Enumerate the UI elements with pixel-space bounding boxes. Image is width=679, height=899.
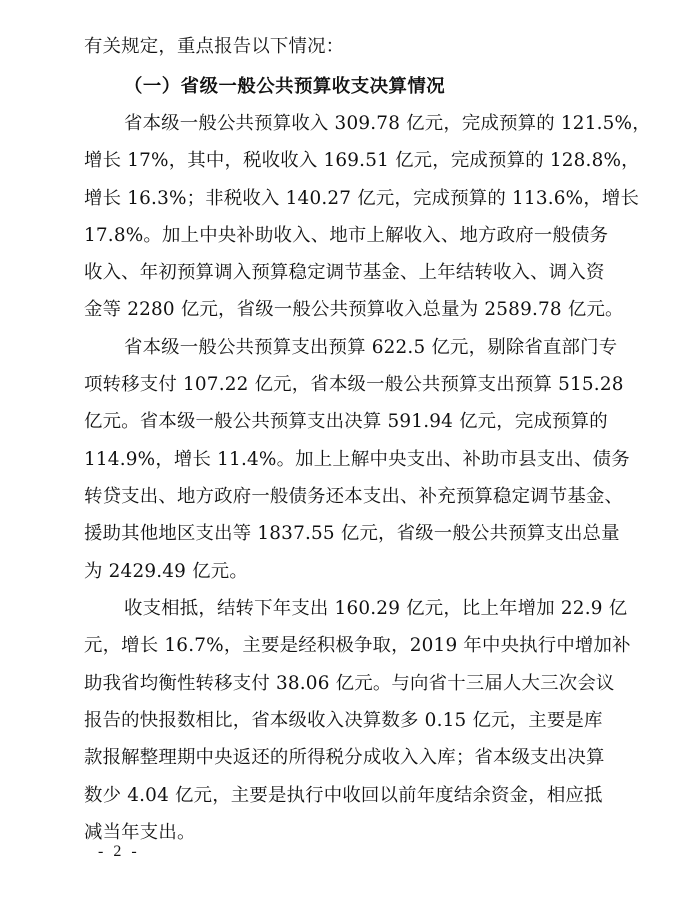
text-line: 增长 17%，其中，税收收入 169.51 亿元，完成预算的 128.8%， xyxy=(84,150,640,171)
text-line: 减当年支出。 xyxy=(84,822,196,843)
text-line: 援助其他地区支出等 1837.55 亿元，省级一般公共预算支出总量 xyxy=(84,523,620,544)
text-line: 17.8%。加上中央补助收入、地市上解收入、地方政府一般债务 xyxy=(84,225,609,246)
text-line: 收入、年初预算调入预算稳定调节基金、上年结转收入、调入资 xyxy=(84,262,605,283)
text-line: 助我省均衡性转移支付 38.06 亿元。与向省十三届人大三次会议 xyxy=(84,673,615,694)
text-line: 转贷支出、地方政府一般债务还本支出、补充预算稳定调节基金、 xyxy=(84,486,624,507)
text-line: 款报解整理期中央返还的所得税分成收入入库；省本级支出决算 xyxy=(84,747,605,768)
text-line: 数少 4.04 亿元，主要是执行中收回以前年度结余资金，相应抵 xyxy=(84,785,603,806)
text-line: 报告的快报数相比，省本级收入决算数多 0.15 亿元，主要是库 xyxy=(84,710,603,731)
text-line: 为 2429.49 亿元。 xyxy=(84,561,248,582)
text-line: 省本级一般公共预算收入 309.78 亿元，完成预算的 121.5%， xyxy=(124,113,651,134)
text-line: 114.9%，增长 11.4%。加上上解中央支出、补助市县支出、债务 xyxy=(84,449,630,470)
text-line: 省本级一般公共预算支出预算 622.5 亿元，剔除省直部门专 xyxy=(124,337,618,358)
text-line: 收支相抵，结转下年支出 160.29 亿元，比上年增加 22.9 亿 xyxy=(124,598,628,619)
text-line: 金等 2280 亿元，省级一般公共预算收入总量为 2589.78 亿元。 xyxy=(84,299,624,320)
text-line: 有关规定，重点报告以下情况： xyxy=(84,36,345,57)
text-line: 项转移支付 107.22 亿元，省本级一般公共预算支出预算 515.28 xyxy=(84,374,624,395)
text-line: 元，增长 16.7%，主要是经积极争取，2019 年中央执行中增加补 xyxy=(84,635,631,656)
page-number: - 2 - xyxy=(98,843,140,860)
text-line: 增长 16.3%；非税收入 140.27 亿元，完成预算的 113.6%，增长 xyxy=(84,188,640,209)
section-heading: （一）省级一般公共预算收支决算情况 xyxy=(124,76,446,97)
text-line: 亿元。省本级一般公共预算支出决算 591.94 亿元，完成预算的 xyxy=(84,411,608,432)
